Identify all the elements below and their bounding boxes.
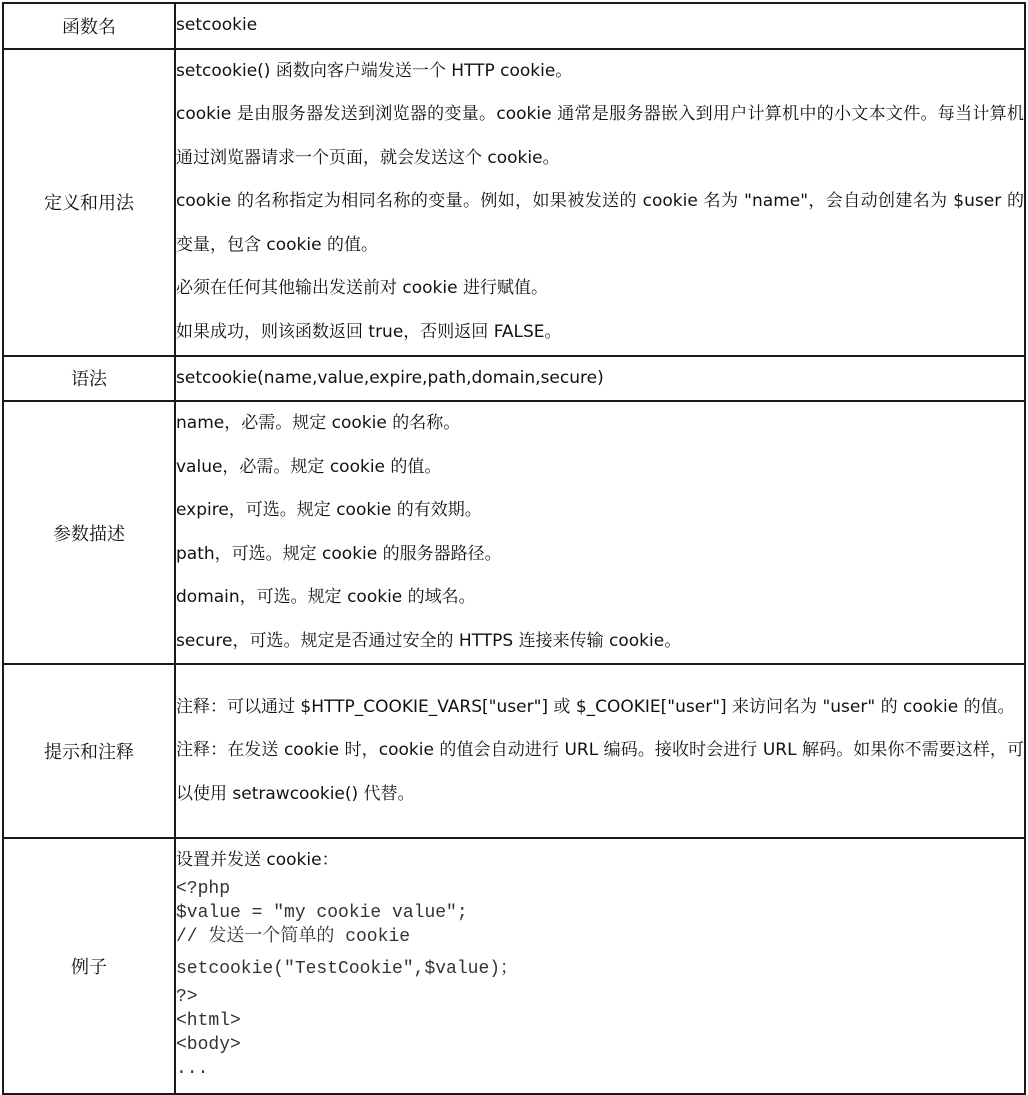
note-paragraph: 注释：在发送 cookie 时，cookie 的值会自动进行 URL 编码。接收时会进行 URL 解码。如果你不需要这样，可以使用 setrawcookie() 代替。 [176, 740, 1024, 804]
definition-paragraph: cookie 的名称指定为相同名称的变量。例如，如果被发送的 cookie 名为 "name"，会自动创建名为 $user 的变量，包含 cookie 的值。 [176, 191, 1024, 255]
code-line: <?php [176, 879, 231, 899]
row-example [3, 838, 1025, 1094]
syntax-label: 语法 [3, 356, 175, 402]
param-item: path，可选。规定 cookie 的服务器路径。 [176, 543, 502, 564]
code-line: ?> [176, 987, 198, 1007]
param-item: domain，可选。规定 cookie 的域名。 [176, 587, 476, 607]
code-line: $value = "my cookie value"; [176, 903, 468, 923]
definition-content [175, 49, 1025, 356]
row-params [3, 401, 1025, 664]
code-comment: // 发送一个简单的 cookie [176, 927, 411, 947]
example-content [175, 838, 1025, 1094]
syntax-value: setcookie(name,value,expire,path,domain,secure) [175, 356, 1025, 402]
code-line: setcookie("TestCookie",$value)； [176, 959, 519, 979]
definition-paragraph: setcookie() 函数向客户端发送一个 HTTP cookie。 [176, 60, 573, 81]
row-notes [3, 664, 1025, 838]
param-item: value，必需。规定 cookie 的值。 [176, 456, 442, 477]
row-syntax [3, 356, 1025, 402]
function-name-label: 函数名 [3, 3, 175, 49]
definition-label: 定义和用法 [3, 49, 175, 356]
code-line: <body> [176, 1035, 241, 1055]
row-function-name [3, 3, 1025, 49]
definition-paragraph: cookie 是由服务器发送到浏览器的变量。cookie 通常是服务器嵌入到用户计算机中的小文本文件。每当计算机通过浏览器请求一个页面，就会发送这个 cookie。 [176, 104, 1024, 168]
note-paragraph: 注释：可以通过 $HTTP_COOKIE_VARS["user"] 或 $_COOKIE["user"] 来访问名为 "user" 的 cookie 的值。 [176, 696, 1015, 717]
params-label: 参数描述 [3, 401, 175, 664]
definition-paragraph: 如果成功，则该函数返回 true，否则返回 FALSE。 [176, 321, 562, 342]
row-definition [3, 49, 1025, 356]
notes-content [175, 664, 1025, 838]
example-intro: 设置并发送 cookie： [176, 850, 339, 870]
code-line: ... [176, 1059, 209, 1079]
definition-paragraph: 必须在任何其他输出发送前对 cookie 进行赋值。 [176, 278, 548, 299]
code-line: <html> [176, 1011, 241, 1031]
function-name-value: setcookie [175, 3, 1025, 49]
params-content [175, 401, 1025, 664]
param-item: expire，可选。规定 cookie 的有效期。 [176, 500, 482, 520]
param-item: secure，可选。规定是否通过安全的 HTTPS 连接来传输 cookie。 [176, 630, 682, 651]
function-reference-table [2, 2, 1026, 1095]
example-label: 例子 [3, 838, 175, 1094]
notes-label: 提示和注释 [3, 664, 175, 838]
param-item: name，必需。规定 cookie 的名称。 [176, 413, 461, 433]
